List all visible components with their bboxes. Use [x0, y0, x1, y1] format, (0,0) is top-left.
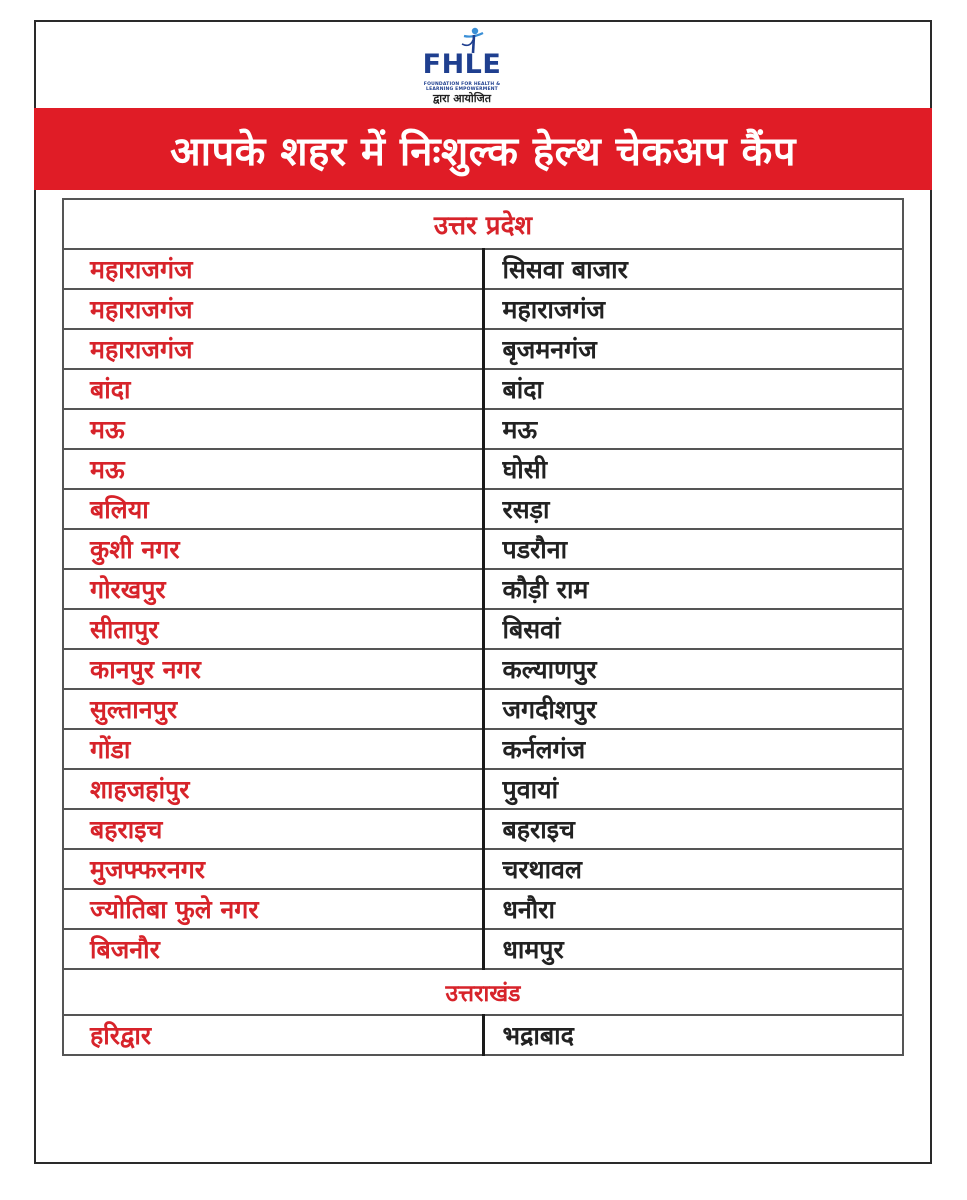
district-cell: कुशी नगर	[63, 529, 483, 569]
table-row	[63, 329, 903, 369]
table-row	[63, 369, 903, 409]
district-cell: महाराजगंज	[63, 329, 483, 369]
place-cell: कल्याणपुर	[483, 649, 903, 689]
place-cell: पुवायां	[483, 769, 903, 809]
organized-by: द्वारा आयोजित	[432, 92, 492, 105]
district-cell: सीतापुर	[63, 609, 483, 649]
place-cell: घोसी	[483, 449, 903, 489]
logo-tagline: FOUNDATION FOR HEALTH & LEARNING EMPOWERMENT	[423, 82, 501, 92]
place-cell: बांदा	[483, 369, 903, 409]
table-row	[63, 769, 903, 809]
district-cell: ज्योतिबा फुले नगर	[63, 889, 483, 929]
place-cell: भद्राबाद	[483, 1015, 903, 1055]
table-row	[63, 649, 903, 689]
place-cell: मऊ	[483, 409, 903, 449]
district-cell: कानपुर नगर	[63, 649, 483, 689]
place-cell: जगदीशपुर	[483, 689, 903, 729]
district-cell: गोरखपुर	[63, 569, 483, 609]
table-row	[63, 889, 903, 929]
place-cell: बिसवां	[483, 609, 903, 649]
district-cell: बांदा	[63, 369, 483, 409]
place-cell: महाराजगंज	[483, 289, 903, 329]
district-cell: महाराजगंज	[63, 249, 483, 289]
place-cell: पडरौना	[483, 529, 903, 569]
place-cell: कौड़ी राम	[483, 569, 903, 609]
district-cell: मऊ	[63, 409, 483, 449]
table-row	[63, 569, 903, 609]
district-cell: बलिया	[63, 489, 483, 529]
place-cell: कर्नलगंज	[483, 729, 903, 769]
place-cell: रसड़ा	[483, 489, 903, 529]
table-row	[63, 409, 903, 449]
place-cell: चरथावल	[483, 849, 903, 889]
district-cell: महाराजगंज	[63, 289, 483, 329]
title-banner	[34, 108, 932, 190]
state-header-row	[63, 199, 903, 249]
table-row	[63, 449, 903, 489]
district-cell: बिजनौर	[63, 929, 483, 969]
place-cell: सिसवा बाजार	[483, 249, 903, 289]
table-row	[63, 249, 903, 289]
logo-brand: FHLE	[422, 49, 502, 80]
banner-title: आपके शहर में निःशुल्क हेल्थ चेकअप कैंप	[170, 128, 796, 175]
table-row	[63, 849, 903, 889]
place-cell: बहराइच	[483, 809, 903, 849]
table-row	[63, 809, 903, 849]
table-row	[63, 489, 903, 529]
state-name: उत्तर प्रदेश	[63, 199, 903, 249]
place-cell: धनौरा	[483, 889, 903, 929]
place-cell: धामपुर	[483, 929, 903, 969]
district-cell: गोंडा	[63, 729, 483, 769]
state-name: उत्तराखंड	[63, 969, 903, 1015]
table-row	[63, 289, 903, 329]
district-cell: मुजफ्फरनगर	[63, 849, 483, 889]
table-row	[63, 689, 903, 729]
table-row	[63, 729, 903, 769]
camp-table-body	[63, 199, 903, 1055]
state-header-row	[63, 969, 903, 1015]
camp-table	[62, 198, 904, 1056]
district-cell: बहराइच	[63, 809, 483, 849]
table-row	[63, 1015, 903, 1055]
district-cell: हरिद्वार	[63, 1015, 483, 1055]
fhle-logo	[402, 24, 522, 106]
table-row	[63, 529, 903, 569]
table-row	[63, 609, 903, 649]
place-cell: बृजमनगंज	[483, 329, 903, 369]
table-row	[63, 929, 903, 969]
district-cell: मऊ	[63, 449, 483, 489]
district-cell: सुल्तानपुर	[63, 689, 483, 729]
district-cell: शाहजहांपुर	[63, 769, 483, 809]
